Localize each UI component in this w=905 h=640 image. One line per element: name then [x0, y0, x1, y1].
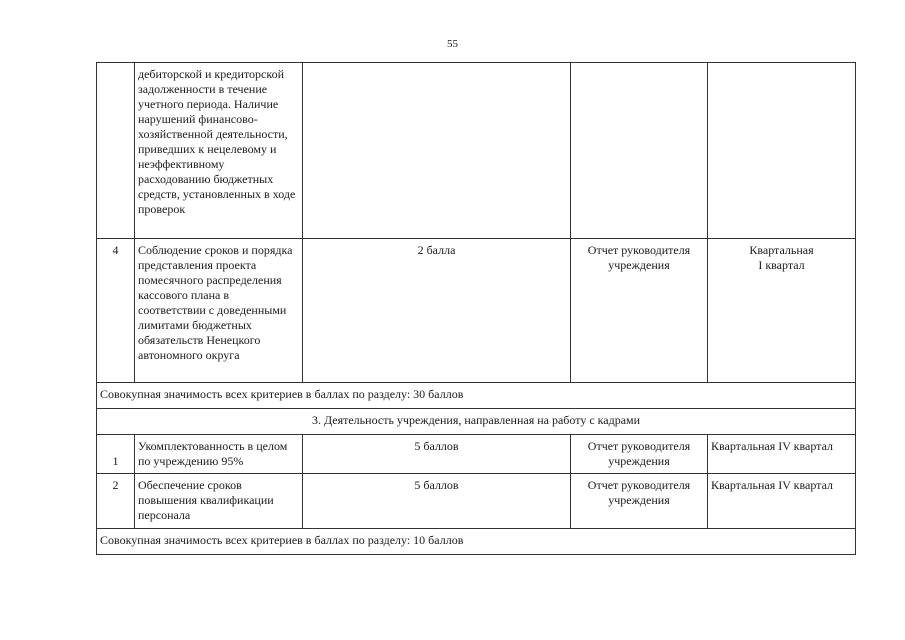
score-cell — [303, 63, 571, 239]
score-cell: 5 баллов — [303, 435, 571, 474]
period-line-2: I квартал — [758, 258, 805, 272]
row-number: 1 — [97, 435, 135, 474]
section-title: 3. Деятельность учреждения, направленная на работу с кадрами — [97, 409, 856, 435]
criterion-cell: дебиторской и кредиторской задолженности в течение учетного периода. Наличие нарушений финансово-хозяйственной деятельности, приведших к нецелевому и неэффективному расходованию бюджетных средств, установленных в ходе проверок — [135, 63, 303, 239]
period-line-1: Квартальная — [749, 243, 814, 257]
criterion-cell: Обеспечение сроков повышения квалификации персонала — [135, 474, 303, 529]
table-row-s3-2 — [97, 474, 856, 529]
summary-row-section-2 — [97, 383, 856, 409]
section-header-row — [97, 409, 856, 435]
period-cell — [708, 63, 856, 239]
source-cell: Отчет руководителя учреждения — [571, 239, 708, 383]
source-cell — [571, 63, 708, 239]
score-cell: 2 балла — [303, 239, 571, 383]
table-row-4 — [97, 239, 856, 383]
page-number: 55 — [447, 38, 458, 50]
source-cell: Отчет руководителя учреждения — [571, 474, 708, 529]
table-row-continuation — [97, 63, 856, 239]
period-cell — [708, 239, 856, 383]
row-number — [97, 63, 135, 239]
summary-row-section-3 — [97, 529, 856, 555]
period-cell: Квартальная IV квартал — [708, 474, 856, 529]
period-cell: Квартальная IV квартал — [708, 435, 856, 474]
row-number: 2 — [97, 474, 135, 529]
table-row-s3-1 — [97, 435, 856, 474]
section-summary: Совокупная значимость всех критериев в баллах по разделу: 10 баллов — [97, 529, 856, 555]
source-cell: Отчет руководителя учреждения — [571, 435, 708, 474]
section-summary: Совокупная значимость всех критериев в баллах по разделу: 30 баллов — [97, 383, 856, 409]
criterion-cell: Укомплектованность в целом по учреждению 95% — [135, 435, 303, 474]
criteria-table — [96, 62, 856, 555]
criterion-cell: Соблюдение сроков и порядка представления проекта помесячного распределения кассового плана в соответствии с доведенными лимитами бюджетных обязательств Ненецкого автономного округа — [135, 239, 303, 383]
row-number: 4 — [97, 239, 135, 383]
score-cell: 5 баллов — [303, 474, 571, 529]
